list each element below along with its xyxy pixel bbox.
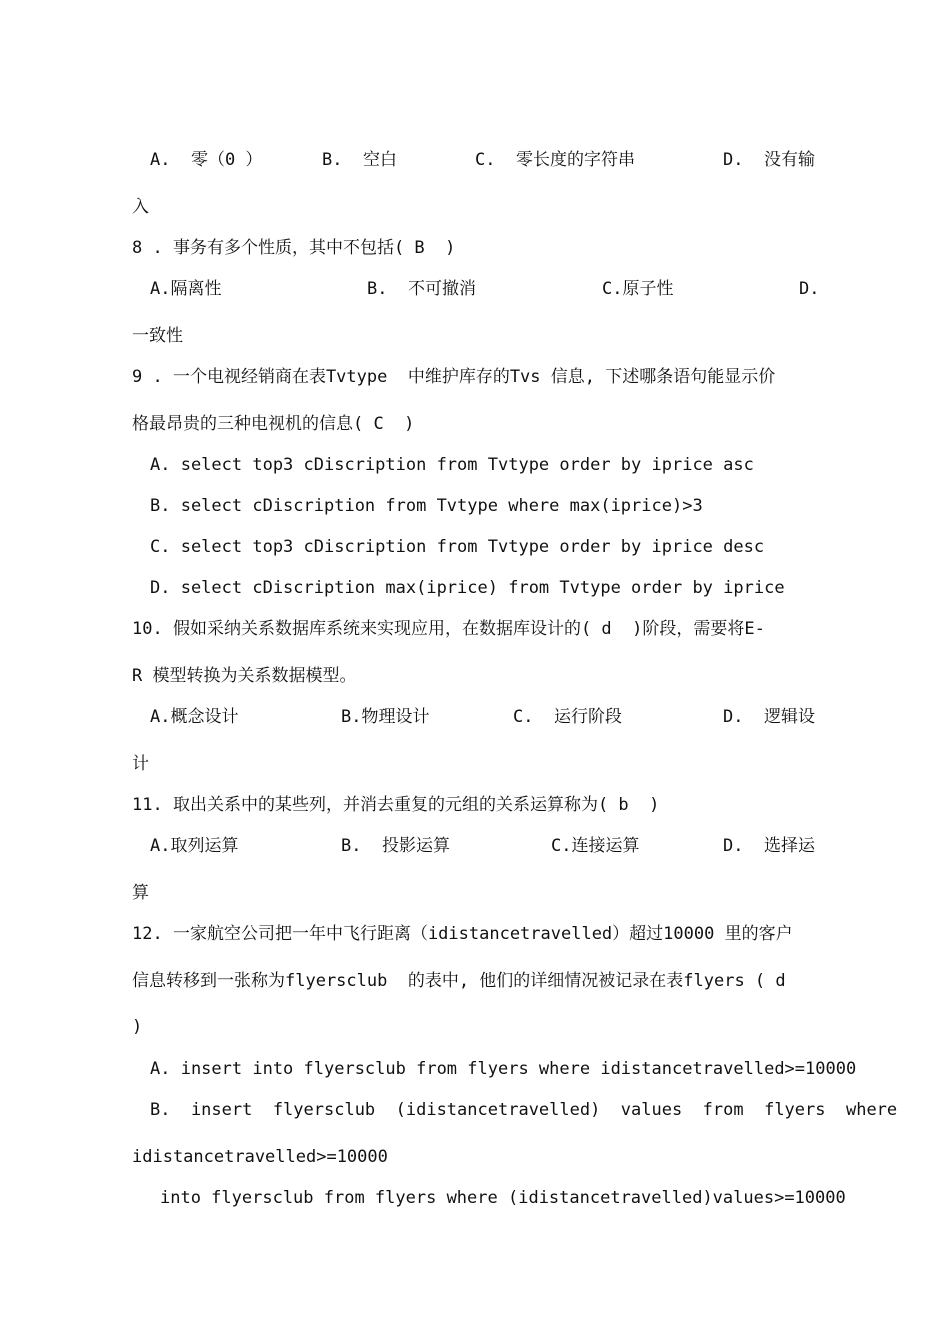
q10-stem-line2: R 模型转换为关系数据模型。 xyxy=(132,666,357,686)
q8-stem: 8 . 事务有多个性质，其中不包括( B ) xyxy=(132,238,456,258)
q7-option-c: C. 零长度的字符串 xyxy=(475,150,635,170)
q10-stem-line1: 10. 假如采纳关系数据库系统来实现应用，在数据库设计的( d )阶段，需要将E- xyxy=(132,619,765,639)
q10-option-d: D. 逻辑设 xyxy=(723,707,815,727)
q9-option-b: B. select cDiscription from Tvtype where max(iprice)>3 xyxy=(150,496,703,516)
q7-option-a: A. 零（0 ） xyxy=(150,150,263,170)
q9-option-c: C. select top3 cDiscription from Tvtype order by iprice desc xyxy=(150,537,765,557)
q8-option-d: D. xyxy=(799,279,820,299)
q9-stem-line2: 格最昂贵的三种电视机的信息( C ) xyxy=(132,414,415,434)
q11-option-c: C.连接运算 xyxy=(551,836,640,856)
q12-option-b-line1: B. insert flyersclub (idistancetravelled) values from flyers where xyxy=(150,1100,898,1120)
q10-option-a: A.概念设计 xyxy=(150,707,239,727)
q10-option-d-wrap: 计 xyxy=(132,754,149,774)
q8-option-d-wrap: 一致性 xyxy=(132,326,183,346)
q11-stem: 11. 取出关系中的某些列，并消去重复的元组的关系运算称为( b ) xyxy=(132,795,660,815)
q9-stem-line1: 9 . 一个电视经销商在表Tvtype 中维护库存的Tvs 信息, 下述哪条语句能显示价 xyxy=(132,367,776,387)
q8-option-b: B. 不可撤消 xyxy=(367,279,476,299)
q10-option-c: C. 运行阶段 xyxy=(513,707,622,727)
q12-option-c-partial: into flyersclub from flyers where (idistancetravelled)values>=10000 xyxy=(160,1188,846,1208)
q7-option-b: B. 空白 xyxy=(322,150,397,170)
q10-option-b: B.物理设计 xyxy=(341,707,430,727)
q11-option-d-wrap: 算 xyxy=(132,883,149,903)
q9-option-a: A. select top3 cDiscription from Tvtype order by iprice asc xyxy=(150,455,754,475)
q12-stem-line2: 信息转移到一张称为flyersclub 的表中, 他们的详细情况被记录在表flyers ( d xyxy=(132,971,786,991)
q12-option-b-line2: idistancetravelled>=10000 xyxy=(132,1147,388,1167)
q9-option-d: D. select cDiscription max(iprice) from Tvtype order by iprice xyxy=(150,578,785,598)
q12-option-a: A. insert into flyersclub from flyers where idistancetravelled>=10000 xyxy=(150,1059,857,1079)
q7-option-d: D. 没有输 xyxy=(723,150,815,170)
q12-stem-line1: 12. 一家航空公司把一年中飞行距离（idistancetravelled）超过10000 里的客户 xyxy=(132,924,793,944)
q8-option-a: A.隔离性 xyxy=(150,279,222,299)
q12-stem-line3: ) xyxy=(132,1017,143,1037)
q8-option-c: C.原子性 xyxy=(602,279,674,299)
q11-option-b: B. 投影运算 xyxy=(341,836,450,856)
q7-option-d-wrap: 入 xyxy=(132,197,149,217)
q11-option-a: A.取列运算 xyxy=(150,836,239,856)
q11-option-d: D. 选择运 xyxy=(723,836,815,856)
